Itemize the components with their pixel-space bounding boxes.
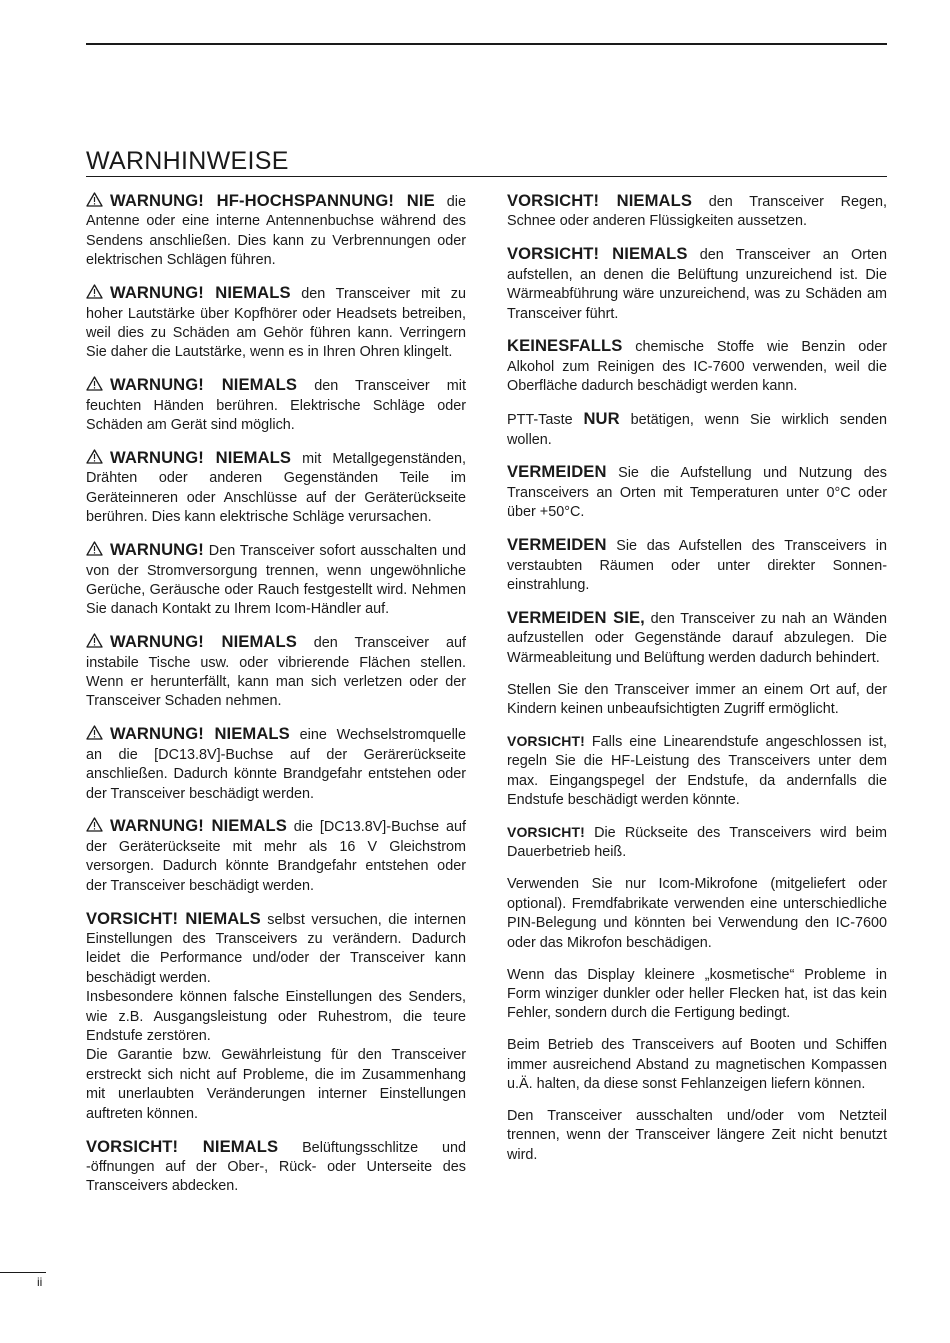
warning-triangle-icon (86, 817, 103, 832)
paragraph-lead: WARNUNG! NIEMALS (110, 375, 298, 395)
left-paragraph (86, 816, 466, 896)
right-paragraph (507, 1107, 887, 1165)
paragraph-lead: WARNUNG! NIEMALS (110, 632, 297, 652)
paragraph-lead: WARNUNG! NIEMALS (110, 283, 291, 303)
paragraph-lead: VORSICHT! (507, 824, 585, 841)
left-paragraph (86, 448, 466, 528)
left-paragraph (86, 540, 466, 620)
left-paragraph (86, 1137, 466, 1197)
paragraph-lead: WARNUNG! NIEMALS (110, 816, 287, 836)
warning-triangle-icon (86, 725, 103, 740)
page-title: WARNHINWEISE (86, 146, 887, 177)
paragraph-text: Sie die Aufstellung und Nutzung des Transceivers an Orten mit Temperaturen unter 0°C oder über +50°C. (507, 465, 887, 521)
paragraph-lead: WARNUNG! (110, 540, 204, 560)
paragraph-lead: NUR (583, 409, 620, 429)
warning-triangle-icon (86, 376, 103, 391)
paragraph-text: den Transceiver zu nah an Wänden aufzustellen oder Gegenstände darauf abzulegen. Die Wärmeableitung und Belüftung werden dadurch behindert. (507, 610, 887, 666)
footer-rule (0, 1272, 46, 1273)
right-paragraph (507, 875, 887, 953)
right-paragraph (507, 681, 887, 720)
left-paragraph (86, 191, 466, 271)
paragraph-text: selbst versuchen, die internen Einstellungen des Transceivers zu verändern. Dadurch leidet die Performance und/oder der Transceiver kann beschädigt werden. (86, 911, 467, 986)
paragraph-text: den Transceiver an Orten aufstellen, an denen die Belüftung unzureichend ist. Die Wärmeabführung wäre unzureichend, was zu Schäden am Transceiver führt. (507, 247, 887, 322)
paragraph-text: den Transceiver Regen, Schnee oder anderen Flüssigkeiten aussetzen. (507, 194, 888, 230)
paragraph-text: den Transceiver mit feuchten Händen berühren. Elektrische Schläge oder Schäden am Gerät sind möglich. (86, 378, 466, 434)
paragraph-lead: VORSICHT! NIEMALS (507, 191, 692, 210)
page-number: ii (37, 1275, 43, 1289)
right-paragraph (507, 732, 887, 811)
paragraph-text: Verwenden Sie nur Icom-Mikrofone (mitgeliefert oder optional). Fremdfabrikate verwenden eine unterschiedliche PIN-Belegung und könnten bei Verwendung den IC-7600 oder das Mikrofon beschädigen. (507, 876, 887, 951)
warning-triangle-icon (86, 541, 103, 556)
left-paragraph (86, 909, 466, 1124)
paragraph-text: Sie das Aufstellen des Transceivers in verstaubten Räumen oder unter direkter Sonneneinstrahlung. (507, 538, 887, 593)
paragraph-lead: VORSICHT! NIEMALS (507, 244, 688, 264)
left-paragraph (86, 632, 466, 712)
left-column (86, 191, 466, 1209)
right-paragraph (507, 608, 887, 668)
paragraph-lead: WARNUNG! HF-HOCHSPANNUNG! NIE (110, 191, 435, 210)
right-paragraph (507, 966, 887, 1024)
paragraph-lead: VERMEIDEN (507, 535, 607, 555)
paragraph-text: Die Rückseite des Transceivers wird beim Dauerbetrieb heiß. (507, 825, 887, 861)
right-paragraph (507, 336, 887, 396)
paragraph-text: eine Wechselstromquelle an die [DC13.8V]-Buchse auf der Gerärerückseite anschließen. Dadurch könnte Brandgefahr entstehen oder der Transceiver beschädigt werden. (86, 727, 466, 802)
right-paragraph (507, 191, 887, 232)
right-paragraph (507, 244, 887, 324)
paragraph-text: Stellen Sie den Transceiver immer an einem Ort auf, der Kindern keinen unbeaufsichtigten Zugriff ermöglicht. (507, 681, 887, 718)
paragraph-text: Belüftungsschlitze und -öffnungen auf der Ober-, Rück- oder Unterseite des Transceivers abdecken. (86, 1139, 467, 1195)
paragraph-text: mit Metallgegenständen, Drähten oder anderen Gegenständen Teile im Geräteinneren oder Anschlüsse auf der Geräterückseite berühren. Dies kann elektrische Schläge verursachen. (86, 450, 466, 526)
paragraph-text: Den Transceiver sofort ausschalten und von der Stromversorgung trennen, wenn ungewöhnliche Gerüche, Geräusche oder Rauch festgestellt wird. Nehmen Sie danach Kontakt zu Ihrem Icom-Händler auf. (86, 543, 466, 618)
paragraph-lead: VERMEIDEN SIE, (507, 607, 645, 627)
paragraph-text: den Transceiver mit zu hoher Lautstärke über Kopfhörer oder Headsets betreiben, weil dies zu Schäden am Gehör führen kann. Verringern Sie daher die Lautstärke, wenn es in Ihren Ohren klingelt. (86, 286, 467, 361)
paragraph-lead: KEINESFALLS (507, 336, 623, 356)
paragraph-lead: VORSICHT! NIEMALS (86, 908, 261, 928)
paragraph-text: Falls eine Linearendstufe angeschlossen ist, regeln Sie die HF-Leistung des Transceivers unter dem max. Eingangspegel der Endstufe, da andernfalls die Endstufe beschädigt werden könnte. (507, 733, 887, 809)
right-column (507, 191, 887, 1178)
paragraph-text: Beim Betrieb des Transceivers auf Booten und Schiffen immer ausreichend Abstand zu magnetischen Kompassen u.Ä. halten, da diese sonst Fehlanzeigen liefern können. (507, 1037, 887, 1093)
paragraph-lead: VORSICHT! (507, 732, 585, 749)
paragraph-lead: WARNUNG! NIEMALS (110, 724, 290, 744)
left-paragraph (86, 724, 466, 804)
paragraph-lead: WARNUNG! NIEMALS (110, 447, 292, 467)
paragraph-text: betätigen, wenn Sie wirklich senden wollen. (507, 412, 887, 448)
paragraph-text: die Antenne oder eine interne Antennenbuchse während des Sendens anschließen. Dies kann zu Verbrennungen oder elektrischen Schlägen führen. (86, 194, 467, 269)
paragraph-text: Den Transceiver ausschalten und/oder vom Netzteil trennen, wenn der Transceiver längere Zeit nicht benutzt wird. (507, 1107, 887, 1163)
right-paragraph (507, 823, 887, 863)
top-rule (86, 43, 887, 45)
paragraph-text: chemische Stoffe wie Benzin oder Alkohol zum Reinigen des IC-7600 verwenden, weil die Oberfläche dadurch beschädigt werden kann. (507, 339, 887, 395)
right-paragraph (507, 409, 887, 450)
paragraph-continuation: Die Garantie bzw. Gewährleistung für den Transceiver erstreckt sich nicht auf Probleme, die im Zusammenhang mit unerlaubten Veränderungen interner Einstellungen auftreten können. (86, 1047, 466, 1122)
left-paragraph (86, 375, 466, 435)
paragraph-prefix: PTT-Taste (507, 412, 584, 429)
paragraph-text: die [DC13.8V]-Buchse auf der Geräterückseite mit mehr als 16 V Gleichstrom versorgen. Dadurch könnte Brandgefahr entstehen oder der Transceiver beschädigt werden. (86, 819, 466, 894)
paragraph-text: den Transceiver auf instabile Tische usw. oder vibrierende Flächen stellen. Wenn er herunterfällt, kann man sich verletzen oder der Transceiver Schaden nehmen. (86, 635, 466, 710)
warning-triangle-icon (86, 633, 103, 648)
left-paragraph (86, 283, 466, 363)
paragraph-lead: VERMEIDEN (507, 462, 607, 482)
warning-triangle-icon (86, 284, 103, 299)
right-paragraph (507, 1036, 887, 1094)
paragraph-lead: VORSICHT! NIEMALS (86, 1136, 279, 1156)
right-paragraph (507, 535, 887, 595)
warning-triangle-icon (86, 192, 103, 207)
right-paragraph (507, 462, 887, 522)
paragraph-text: Wenn das Display kleinere „kosmetische“ Probleme in Form winziger dunkler oder heller Flecken hat, ist das kein Fehler, sondern durch die Fertigung bedingt. (507, 966, 887, 1022)
paragraph-continuation: Insbesondere können falsche Einstellungen des Senders, wie z.B. Ausgangsleistung oder Ruhestrom, die teure Endstufe zerstören. (86, 989, 466, 1045)
warning-triangle-icon (86, 449, 103, 464)
